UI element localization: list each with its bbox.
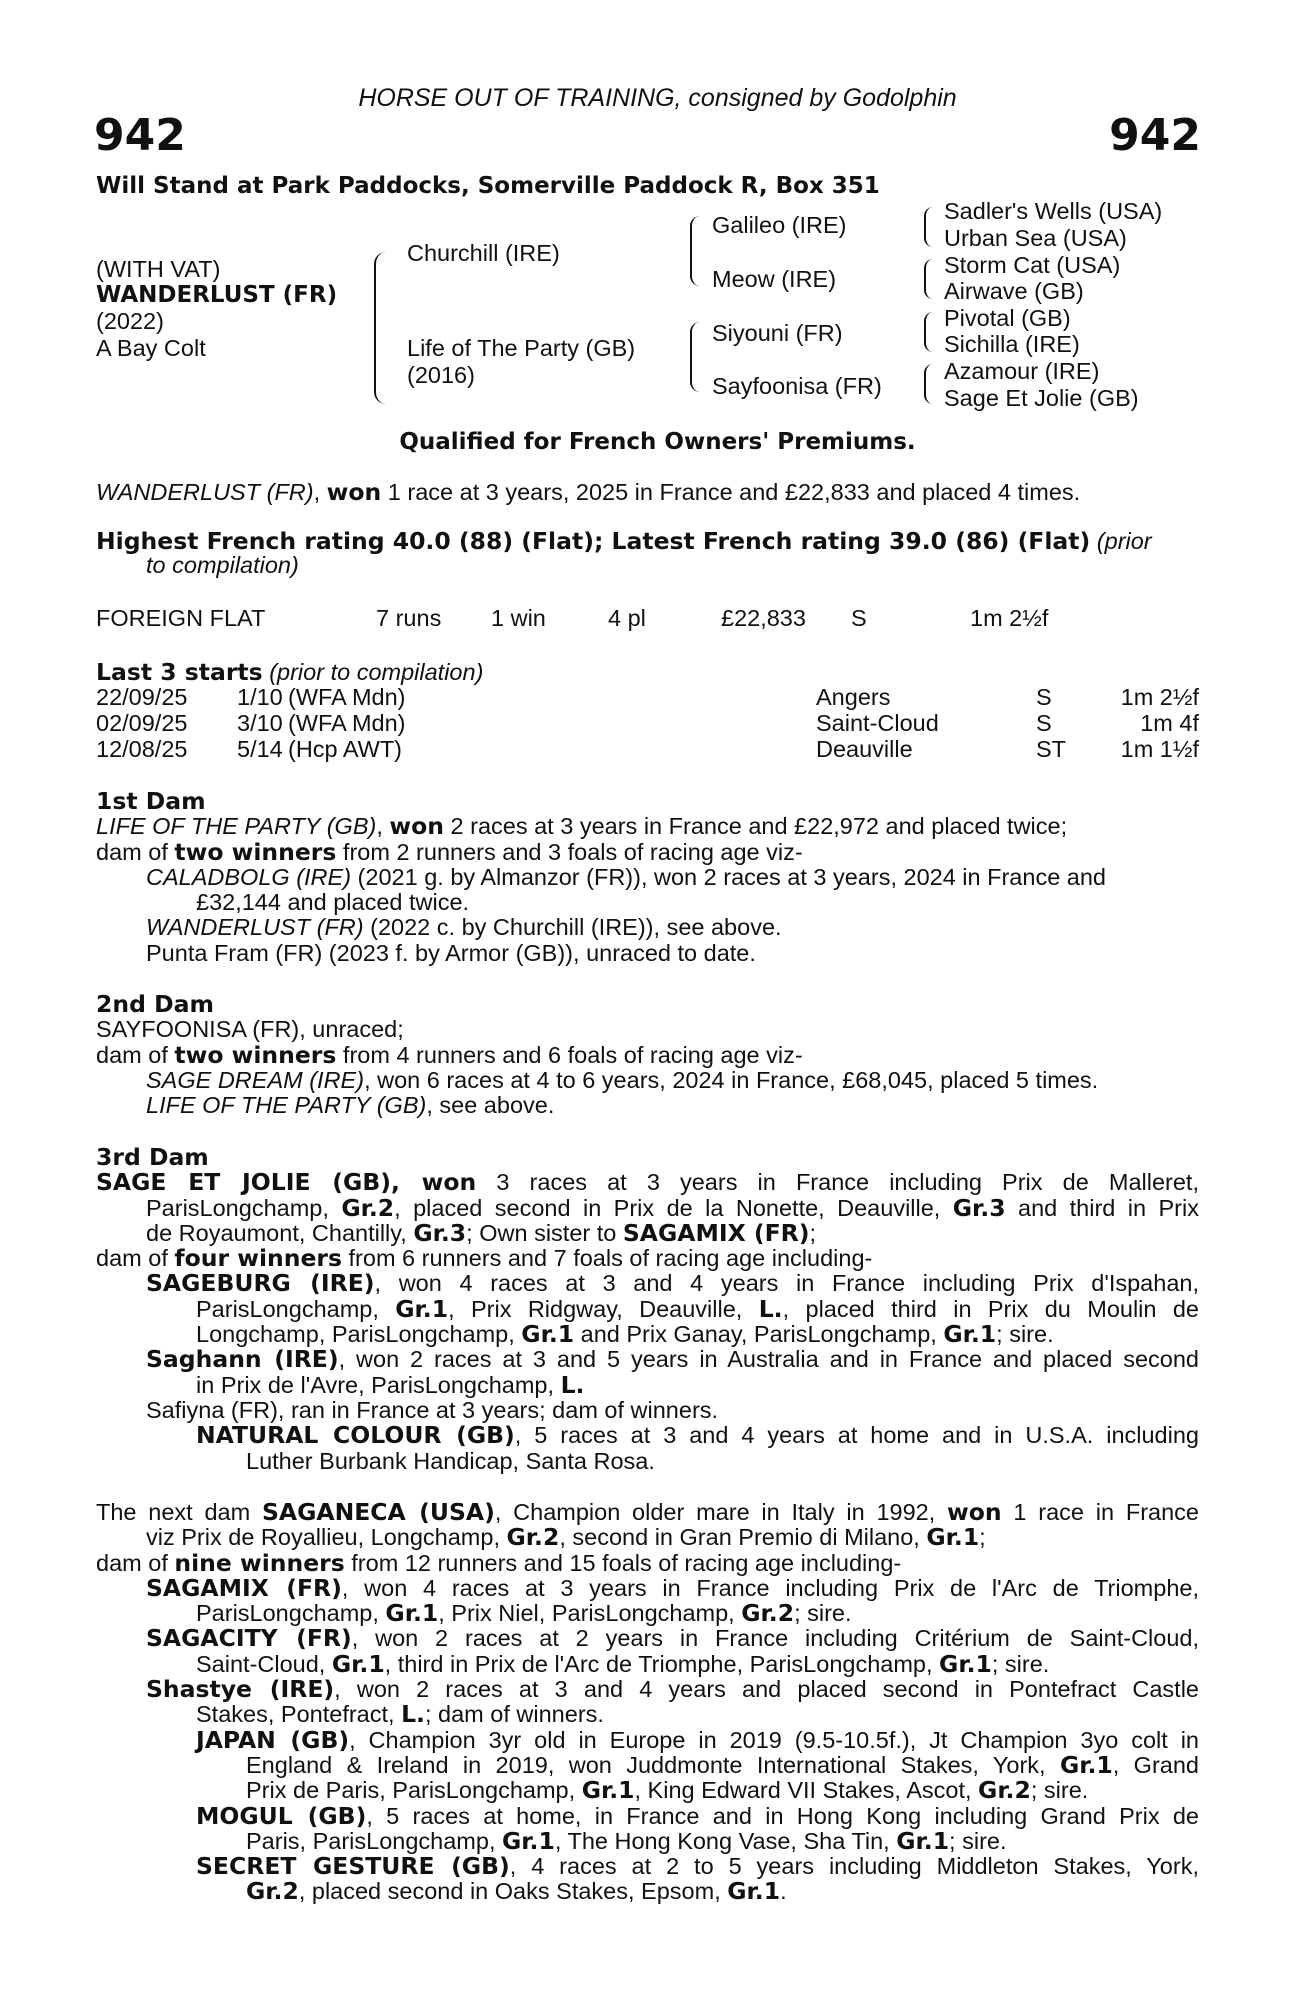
last-starts-heading	[96, 658, 483, 686]
pedigree-brace-main	[374, 252, 386, 404]
pedigree-dam-year: (2016)	[407, 362, 475, 388]
foreign-flat-prize: £22,833	[721, 605, 806, 631]
progeny-text: (2022 c. by Churchill (IRE)), see above.	[363, 914, 782, 941]
foreign-flat-distance: 1m 2½f	[970, 605, 1049, 631]
second-dam-heading: 2nd Dam	[96, 990, 214, 1018]
pedigree-brace-gg1	[924, 207, 933, 247]
grade-badge: Gr.1	[727, 1877, 781, 1906]
own-sister-name: SAGAMIX (FR)	[622, 1218, 810, 1247]
progeny-name: CALADBOLG (IRE)	[146, 863, 352, 890]
third-dam-section	[96, 1145, 1199, 1474]
rating-values: Highest French rating 40.0 (88) (Flat); Latest French rating 39.0 (86) (Flat)	[96, 527, 1091, 555]
race-summary: WANDERLUST (FR), won 1 race at 3 years, 2025 in France and £22,833 and placed 4 times.	[96, 478, 1081, 506]
foreign-flat-going: S	[851, 605, 867, 631]
third-dam-won: won	[421, 1168, 477, 1197]
grade-badge: Gr.1	[926, 1523, 980, 1552]
grade-badge: Gr.1	[581, 1776, 635, 1805]
first-dam-produce-text: from 2 runners and 3 foals of racing age viz-	[336, 838, 803, 865]
start-position: 1/10	[237, 684, 283, 710]
pedigree-gg-8: Sage Et Jolie (GB)	[944, 385, 1139, 411]
start-going: S	[1036, 710, 1052, 736]
pedigree-gg-5: Pivotal (GB)	[944, 305, 1071, 331]
foreign-flat-runs: 7 runs	[376, 605, 442, 631]
foreign-flat-wins: 1 win	[491, 605, 546, 631]
progeny-sagacity-cont: Saint-Cloud, Gr.1, third in Prix de l'Arc de Triomphe, ParisLongchamp, Gr.1; sire.	[196, 1649, 1050, 1678]
progeny-name: SAGE DREAM (IRE)	[146, 1066, 365, 1093]
second-dam-section	[96, 992, 1199, 1118]
lot-number-right: 942	[1109, 110, 1201, 161]
progeny-saghann: Saghann (IRE), won 2 races at 3 and 5 years in Australia and in France and placed second	[146, 1345, 1199, 1374]
progeny-name: JAPAN (GB)	[196, 1725, 350, 1754]
rating-note-cont: to compilation)	[146, 552, 299, 578]
next-dam-winners: nine winners	[174, 1548, 345, 1577]
summary-text: 1 race at 3 years, 2025 in France and £22,833 and placed 4 times.	[381, 479, 1081, 505]
pedigree-gg-2: Urban Sea (USA)	[944, 225, 1127, 251]
grade-badge: Gr.2	[978, 1776, 1031, 1805]
progeny-mogul-cont: Paris, ParisLongchamp, Gr.1, The Hong Kong Vase, Sha Tin, Gr.1; sire.	[246, 1826, 1007, 1855]
progeny-text: , see above.	[426, 1092, 555, 1119]
progeny-name: MOGUL (GB)	[196, 1801, 367, 1830]
start-going: ST	[1036, 736, 1067, 762]
pedigree-brace-sire	[690, 216, 700, 286]
pedigree-gg-4: Airwave (GB)	[944, 278, 1084, 304]
progeny-name: SAGACITY (FR)	[146, 1624, 352, 1653]
grade-badge: Gr.1	[521, 1320, 575, 1349]
last-starts-title: Last 3 starts	[96, 658, 263, 686]
horse-description: A Bay Colt	[96, 335, 206, 361]
next-dam-line-1: The next dam SAGANECA (USA), Champion older mare in Italy in 1992, won 1 race in France	[96, 1498, 1199, 1526]
start-race: (WFA Mdn)	[288, 710, 406, 736]
pedigree-dam-dam: Sayfoonisa (FR)	[712, 373, 882, 399]
third-dam-produce: dam of four winners from 6 runners and 7 foals of racing age including-	[96, 1244, 873, 1273]
progeny-sage-dream	[96, 1068, 1199, 1093]
grade-badge: Gr.1	[385, 1599, 439, 1628]
second-dam-line: SAYFOONISA (FR), unraced;	[96, 1016, 404, 1043]
progeny-name: LIFE OF THE PARTY (GB)	[146, 1092, 427, 1119]
progeny-life-of-the-party	[96, 1093, 1199, 1118]
next-dam-won: won	[947, 1498, 1002, 1526]
third-dam-line-2: ParisLongchamp, Gr.2, placed second in Prix de la Nonette, Deauville, Gr.3 and third in Prix	[146, 1193, 1199, 1222]
grade-badge: Gr.3	[952, 1193, 1006, 1222]
progeny-name: Shastye (IRE)	[146, 1675, 335, 1704]
pedigree-brace-gg3	[924, 312, 933, 352]
start-course: Deauville	[816, 736, 913, 762]
third-dam-line-3: de Royaumont, Chantilly, Gr.3; Own sister to SAGAMIX (FR);	[146, 1218, 817, 1247]
pedigree-dam-sire: Siyouni (FR)	[712, 320, 843, 346]
grade-badge: Gr.1	[395, 1294, 449, 1323]
progeny-sagamix: SAGAMIX (FR), won 4 races at 3 years in France including Prix de l'Arc de Triomphe,	[146, 1573, 1199, 1602]
next-dam-produce: dam of nine winners from 12 runners and 15 foals of racing age including-	[96, 1548, 902, 1577]
grade-badge: Gr.2	[741, 1599, 795, 1628]
progeny-japan-cont-1: England & Ireland in 2019, won Juddmonte International Stakes, York, Gr.1, Grand	[246, 1750, 1199, 1779]
foreign-flat-placed: 4 pl	[608, 605, 646, 631]
progeny-text: , won 6 races at 4 to 6 years, 2024 in France, £68,045, placed 5 times.	[364, 1066, 1099, 1093]
third-dam-winners: four winners	[174, 1244, 342, 1273]
grade-badge: Gr.1	[896, 1826, 950, 1855]
progeny-text: (2021 g. by Almanzor (FR)), won 2 races at 3 years, 2024 in France and	[351, 863, 1107, 890]
first-dam-heading: 1st Dam	[96, 787, 206, 815]
progeny-natural-colour-cont: Luther Burbank Handicap, Santa Rosa.	[246, 1447, 655, 1474]
progeny-safiyna: Safiyna (FR), ran in France at 3 years; dam of winners.	[146, 1396, 719, 1423]
rating-note: (prior	[1096, 528, 1152, 554]
first-dam-winners: two winners	[174, 837, 337, 866]
first-dam-line: LIFE OF THE PARTY (GB), won 2 races at 3 years in France and £22,972 and placed twice;	[96, 812, 1068, 841]
grade-badge: Gr.1	[939, 1649, 992, 1678]
last-starts-note: (prior to compilation)	[269, 659, 484, 685]
progeny-mogul: MOGUL (GB), 5 races at home, in France and in Hong Kong including Grand Prix de	[196, 1801, 1199, 1830]
progeny-sageburg-cont-1: ParisLongchamp, Gr.1, Prix Ridgway, Deauville, L., placed third in Prix du Moulin de	[196, 1294, 1199, 1323]
progeny-name: WANDERLUST (FR)	[146, 914, 364, 941]
progeny-sagacity: SAGACITY (FR), won 2 races at 2 years in France including Critérium de Saint-Cloud,	[146, 1624, 1199, 1653]
start-date: 02/09/25	[96, 710, 188, 736]
pedigree-dam: Life of The Party (GB)	[407, 335, 636, 361]
progeny-sageburg-cont-2: Longchamp, ParisLongchamp, Gr.1 and Prix Ganay, ParisLongchamp, Gr.1; sire.	[196, 1320, 1054, 1349]
rating-line	[96, 527, 1152, 555]
listed-badge: L.	[758, 1294, 783, 1323]
listed-badge: L.	[401, 1700, 425, 1729]
start-course: Angers	[816, 684, 891, 710]
progeny-secret-gesture: SECRET GESTURE (GB), 4 races at 2 to 5 years including Middleton Stakes, York,	[196, 1852, 1199, 1881]
horse-year: (2022)	[96, 308, 164, 334]
third-dam-heading: 3rd Dam	[96, 1143, 209, 1171]
progeny-japan: JAPAN (GB), Champion 3yr old in Europe in 2019 (9.5-10.5f.), Jt Champion 3yo colt in	[196, 1725, 1199, 1754]
first-dam-dam-of: dam of	[96, 838, 175, 865]
pedigree-gg-7: Azamour (IRE)	[944, 358, 1100, 384]
progeny-sageburg: SAGEBURG (IRE), won 4 races at 3 and 4 years in France including Prix d'Ispahan,	[146, 1269, 1199, 1298]
first-dam-won: won	[389, 812, 444, 841]
start-date: 12/08/25	[96, 736, 188, 762]
pedigree-gg-6: Sichilla (IRE)	[944, 331, 1080, 357]
consignment-subtitle: HORSE OUT OF TRAINING, consigned by Godolphin	[358, 84, 957, 112]
summary-horse-name: WANDERLUST (FR)	[96, 479, 314, 505]
pedigree-sire-sire: Galileo (IRE)	[712, 212, 847, 238]
progeny-secret-gesture-cont: Gr.2, placed second in Oaks Stakes, Epsom, Gr.1.	[246, 1877, 787, 1906]
start-distance: 1m 4f	[1140, 710, 1199, 736]
pedigree-gg-3: Storm Cat (USA)	[944, 252, 1121, 278]
first-dam-record: 2 races at 3 years in France and £22,972 and placed twice;	[443, 813, 1068, 840]
grade-badge: Gr.2	[506, 1523, 560, 1552]
vat-label: (WITH VAT)	[96, 256, 221, 282]
summary-won: won	[326, 478, 382, 506]
start-distance: 1m 2½f	[1120, 684, 1199, 710]
start-date: 22/09/25	[96, 684, 188, 710]
pedigree-brace-gg2	[924, 259, 933, 299]
horse-name: WANDERLUST (FR)	[96, 282, 338, 308]
pedigree-brace-dam	[690, 322, 700, 392]
progeny-name: SECRET GESTURE (GB)	[196, 1852, 510, 1881]
start-race: (WFA Mdn)	[288, 684, 406, 710]
grade-badge: Gr.1	[1059, 1750, 1113, 1779]
progeny-caladbolg	[96, 865, 1199, 890]
progeny-japan-cont-2: Prix de Paris, ParisLongchamp, Gr.1, King Edward VII Stakes, Ascot, Gr.2; sire.	[246, 1776, 1089, 1805]
pedigree-gg-1: Sadler's Wells (USA)	[944, 198, 1163, 224]
third-dam-record: 3 races at 3 years in France including Prix de Malleret,	[476, 1169, 1199, 1196]
stand-location: Will Stand at Park Paddocks, Somerville Paddock R, Box 351	[96, 173, 880, 199]
second-dam-winners: two winners	[174, 1040, 337, 1069]
grade-badge: Gr.1	[502, 1826, 555, 1855]
progeny-name: SAGAMIX (FR)	[146, 1573, 342, 1602]
progeny-name: SAGEBURG (IRE)	[146, 1269, 375, 1298]
progeny-caladbolg-cont: £32,144 and placed twice.	[196, 889, 470, 916]
grade-badge: Gr.3	[413, 1218, 467, 1247]
listed-badge: L.	[560, 1370, 585, 1399]
grade-badge: Gr.2	[341, 1193, 395, 1222]
grade-badge: Gr.1	[331, 1649, 385, 1678]
pedigree-sire: Churchill (IRE)	[407, 240, 560, 266]
next-dam-section	[96, 1500, 1199, 1905]
first-dam-section	[96, 789, 1199, 966]
progeny-wanderlust	[96, 915, 1199, 940]
progeny-name: NATURAL COLOUR (GB)	[196, 1421, 515, 1450]
second-dam-produce	[96, 1040, 1199, 1069]
grade-badge: Gr.1	[943, 1320, 997, 1349]
lot-number-left: 942	[94, 110, 186, 161]
progeny-shastye-cont: Stakes, Pontefract, L.; dam of winners.	[196, 1700, 604, 1729]
start-distance: 1m 1½f	[1120, 736, 1199, 762]
progeny-name: Saghann (IRE)	[146, 1345, 339, 1374]
next-dam-name: SAGANECA (USA)	[261, 1498, 495, 1526]
second-dam-produce-text: from 4 runners and 6 foals of racing age viz-	[336, 1041, 803, 1068]
progeny-shastye: Shastye (IRE), won 2 races at 3 and 4 years and placed second in Pontefract Castle	[146, 1675, 1200, 1704]
qualified-note: Qualified for French Owners' Premiums.	[399, 429, 916, 455]
pedigree-sire-dam: Meow (IRE)	[712, 266, 837, 292]
pedigree-brace-gg4	[924, 364, 933, 404]
progeny-natural-colour: NATURAL COLOUR (GB), 5 races at 3 and 4 years at home and in U.S.A. including	[196, 1421, 1199, 1450]
start-position: 3/10	[237, 710, 283, 736]
foreign-flat-label: FOREIGN FLAT	[96, 605, 266, 631]
progeny-saghann-cont: in Prix de l'Avre, ParisLongchamp, L.	[196, 1370, 585, 1399]
start-position: 5/14	[237, 736, 283, 762]
first-dam-name: LIFE OF THE PARTY (GB)	[96, 813, 377, 840]
start-race: (Hcp AWT)	[288, 736, 403, 762]
progeny-punta-fram: Punta Fram (FR) (2023 f. by Armor (GB)), unraced to date.	[146, 939, 756, 966]
start-course: Saint-Cloud	[816, 710, 939, 736]
start-going: S	[1036, 684, 1052, 710]
second-dam-dam-of: dam of	[96, 1041, 175, 1068]
grade-badge: Gr.2	[246, 1877, 299, 1906]
first-dam-produce	[96, 837, 1199, 866]
third-dam-line-1: SAGE ET JOLIE (GB), won 3 races at 3 years in France including Prix de Malleret,	[96, 1168, 1199, 1197]
next-dam-line-2: viz Prix de Royallieu, Longchamp, Gr.2, second in Gran Premio di Milano, Gr.1;	[146, 1523, 986, 1552]
progeny-sagamix-cont: ParisLongchamp, Gr.1, Prix Niel, ParisLongchamp, Gr.2; sire.	[196, 1599, 852, 1628]
third-dam-name: SAGE ET JOLIE (GB)	[96, 1168, 391, 1197]
